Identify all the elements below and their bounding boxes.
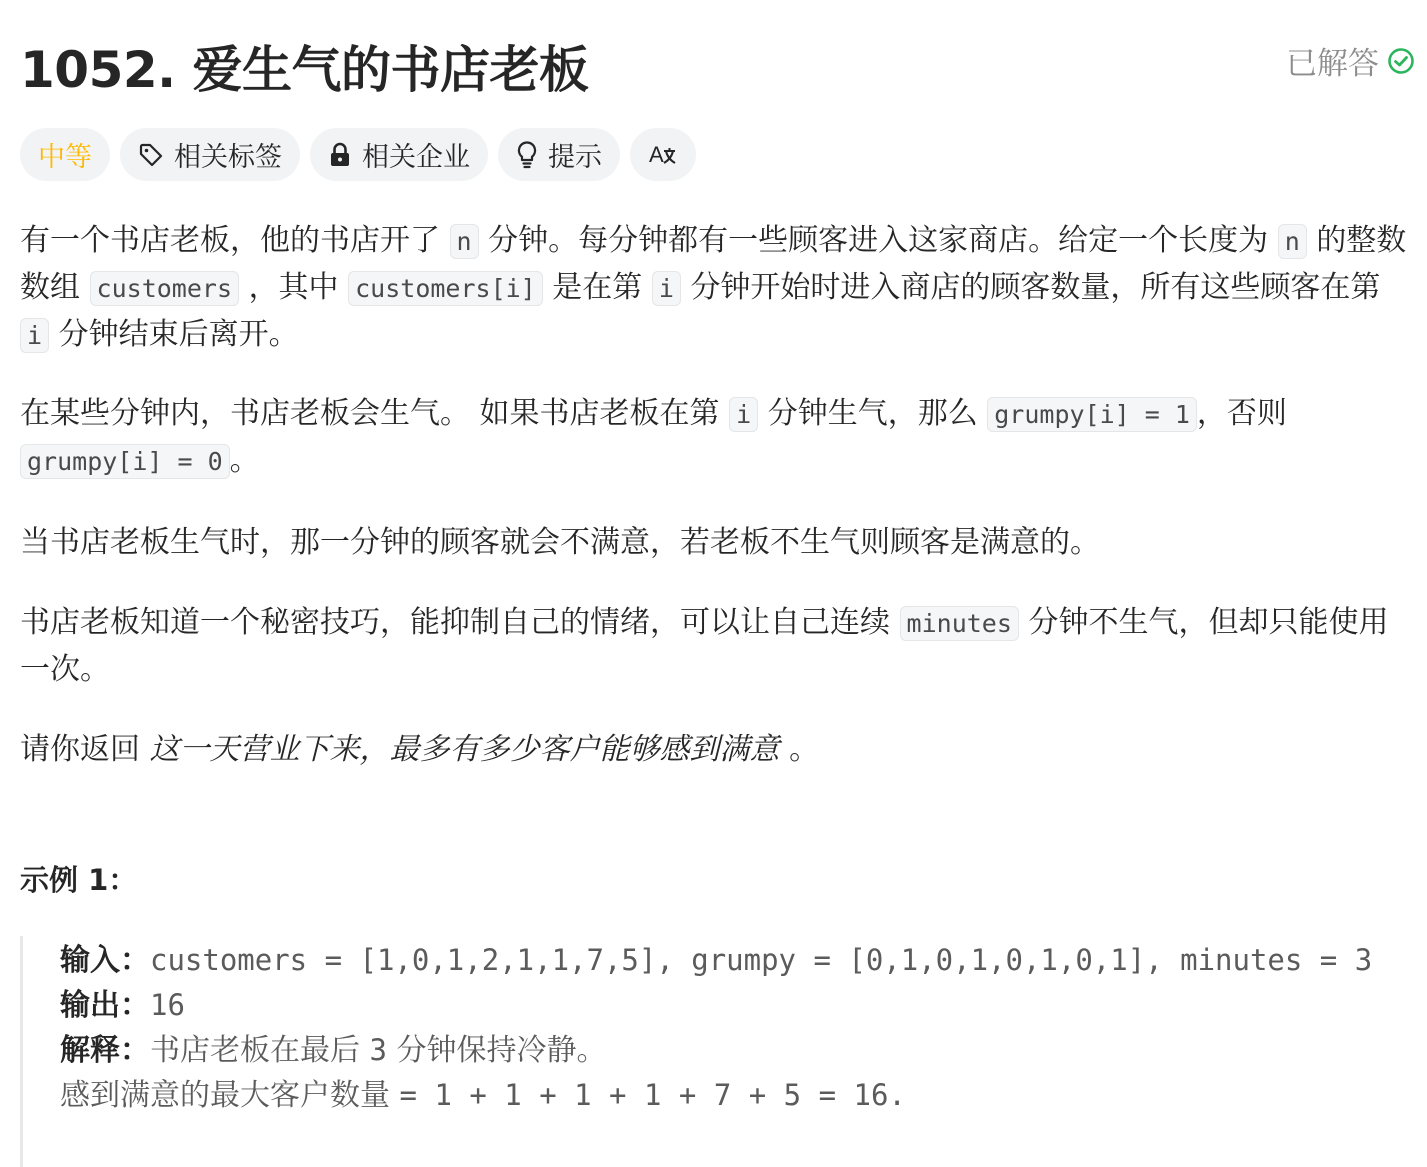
- related-companies-label: 相关企业: [362, 142, 470, 173]
- inline-code: n: [1278, 224, 1307, 259]
- explain-label: 解释：: [60, 1033, 150, 1068]
- inline-code: i: [729, 397, 758, 432]
- related-companies-button[interactable]: [310, 128, 488, 181]
- example-output-line: [60, 983, 1415, 1028]
- emphasis-text: 这一天营业下来，最多有多少客户能够感到满意: [149, 732, 780, 767]
- lock-icon: [328, 142, 352, 168]
- inline-code: i: [652, 271, 681, 306]
- example-block: [20, 936, 1415, 1167]
- solved-status: [1286, 38, 1415, 83]
- example-title: 示例 1：: [20, 863, 138, 897]
- title-row: [20, 24, 1415, 104]
- output-value: 16: [150, 988, 185, 1022]
- hint-label: 提示: [548, 142, 602, 173]
- translate-icon: [648, 141, 678, 169]
- difficulty-tag[interactable]: [20, 128, 110, 181]
- problem-title: 1052. 爱生气的书店老板: [20, 41, 589, 99]
- inline-code: minutes: [900, 606, 1019, 641]
- inline-code: i: [20, 318, 49, 353]
- description-paragraph-4: 书店老板知道一个秘密技巧，能抑制自己的情绪，可以让自己连续 minutes 分钟不生气，但却只能使用一次。: [20, 605, 1389, 687]
- description-paragraph-5: 请你返回 这一天营业下来，最多有多少客户能够感到满意 。: [20, 732, 820, 767]
- tag-row: [20, 128, 696, 181]
- tag-icon: [138, 142, 164, 168]
- related-tags-button[interactable]: [120, 128, 300, 181]
- description-paragraph-1: 有一个书店老板，他的书店开了 n 分钟。每分钟都有一些顾客进入这家商店。给定一个长度为 n 的整数数组 customers ，其中 customers[i] 是在第 i 分钟开始时进入商店的顾客数量，所有这些顾客在第 i 分钟结束后离开。: [20, 223, 1407, 352]
- inline-code: customers: [90, 271, 239, 306]
- description-paragraph-3: 当书店老板生气时，那一分钟的顾客就会不满意，若老板不生气则顾客是满意的。: [20, 525, 1100, 560]
- svg-text:A: A: [649, 141, 664, 167]
- example-explain-line-2: 感到满意的最大客户数量 = 1 + 1 + 1 + 1 + 7 + 5 = 16.: [60, 1078, 906, 1113]
- lightbulb-icon: [516, 140, 538, 170]
- example-input-line: [60, 938, 1415, 983]
- inline-code: grumpy[i] = 0: [20, 444, 230, 479]
- difficulty-label: 中等: [38, 142, 92, 173]
- inline-code: n: [450, 224, 479, 259]
- translate-button[interactable]: [630, 128, 696, 181]
- hint-button[interactable]: [498, 128, 620, 181]
- inline-code: customers[i]: [348, 271, 543, 306]
- input-label: 输入：: [60, 943, 150, 978]
- example-explain-line: 解释：书店老板在最后 3 分钟保持冷静。: [60, 1033, 607, 1068]
- check-circle-icon: [1387, 47, 1415, 75]
- description-paragraph-2: 在某些分钟内，书店老板会生气。 如果书店老板在第 i 分钟生气，那么 grumpy[i] = 1 ，否则 grumpy[i] = 0 。: [20, 396, 1287, 478]
- input-value: customers = [1,0,1,2,1,1,7,5], grumpy = [0,1,0,1,0,1,0,1], minutes = 3: [150, 943, 1373, 977]
- inline-code: grumpy[i] = 1: [987, 397, 1197, 432]
- related-tags-label: 相关标签: [174, 142, 282, 173]
- solved-label: 已解答: [1286, 46, 1379, 82]
- output-label: 输出：: [60, 988, 150, 1023]
